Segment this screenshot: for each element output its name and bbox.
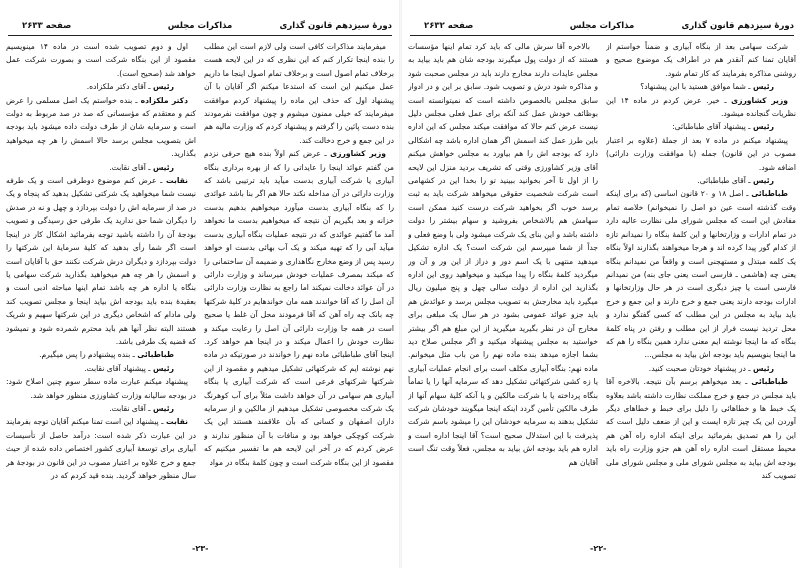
- text-paragraph: [6, 375, 196, 402]
- speech-paragraph: [204, 147, 394, 469]
- speaker-name: رئیس: [752, 363, 774, 373]
- paragraph-text: اول و دوم تصویب شده است در ماده ۱۴ مینویسیم مقصود از این بنگاه شرکت است و بصورت شرکت عمل خواهد شد (صحیح است).: [6, 42, 196, 78]
- speaker-dash: ـ: [145, 363, 153, 373]
- paragraph-text: شما موافق هستید با این پیشنهاد؟: [640, 82, 746, 92]
- speech-paragraph: [606, 94, 796, 121]
- speech-paragraph: [606, 187, 796, 361]
- speech-paragraph: [6, 348, 196, 361]
- paragraph-text: پیشنهاد آقای طباطبائی:: [672, 122, 746, 132]
- speaker-dash: ـ: [320, 149, 331, 159]
- paragraph-text: بنده خواستم یک اصل مسلمی را عرض کنم و معتقدم که مؤسساتی که صد در صد مربوط به دولت است و سرمایه شان از طرف دولت داده میشود باید بودجه اش بتصویب مجلس برسد حالا اسمش را هر چه میخواهید بگذارید.: [6, 95, 196, 159]
- paragraph-text: عرض کنم موضوع دوطرفی است و یک طرفه نیست شما میخواهید یک شرکتی تشکیل بدهید که پنجاه و یک در صد از سرمایه اش را دولت بپردازد و چهل و نه در صدش را دیگران شما حق ندارید یک طرفی حق رسیدگی و تصویب بودجهٔ آن را داشته باشید توجه بفرمائید اشکال کار در اینجا است اگر شما رأی بدهید که کلیهٔ سرمایهٔ این شرکتها را دولت بپردازد و دیگران درش شرکت نکنند حق با آقایان است و اسمش را هر چه هم میخواهید بگذارید شرکت سهامی یا بنگاه یا اداره هر چه باشد تمام اینها مباحثه ادبی است و بعقیدهٔ بنده باید بودجه اش بیاید اینجا و مجلس تصویب کند ولی مادام که اشخاص دیگری در این شرکتها سهیم و شریک هستند البته نظر آنها هم باید محترم شمرده شود و نمیشود که قضیه یک طرفی باشد.: [6, 176, 196, 346]
- speaker-dash: ـ: [145, 403, 153, 413]
- paragraph-text: خیر. عرض کردم در ماده ۱۴ این نظریات گنجانده میشود.: [606, 95, 796, 119]
- text-paragraph: [606, 40, 796, 80]
- speaker-dash: ـ: [745, 82, 753, 92]
- speaker-name: رئیس: [752, 122, 774, 132]
- speech-paragraph: [6, 80, 196, 93]
- header-title: مذاکرات مجلس: [167, 21, 233, 31]
- speaker-dash: ـ: [158, 417, 166, 427]
- speech-paragraph: [6, 94, 196, 161]
- paragraph-text: آقای نقابت.: [109, 162, 146, 172]
- speaker-name: وزیر کشاورزی: [330, 149, 386, 159]
- speech-paragraph: [606, 174, 796, 187]
- paragraph-text: پیشنهاد میکنم عبارت ماده سطر سوم چنین اصلاح شود: در بودجه سالیانه وزارت کشاورزی منظور خواهد شد.: [6, 377, 196, 400]
- speaker-name: رئیس: [152, 363, 174, 373]
- speaker-name: رئیس: [152, 82, 174, 92]
- speech-paragraph: [6, 415, 196, 482]
- speaker-name: طباطبائی: [751, 189, 788, 199]
- page-2633: [2, 0, 398, 568]
- text-paragraph: [606, 134, 796, 174]
- speaker-name: طباطبائی: [137, 350, 174, 360]
- speaker-name: نقابت: [165, 176, 188, 186]
- page-gutter: [399, 0, 402, 568]
- text-paragraph: [6, 40, 196, 80]
- paragraph-text: بنده پیشنهادم را پس میگیرم.: [39, 350, 131, 360]
- speaker-dash: ـ: [741, 377, 752, 387]
- speaker-name: رئیس: [152, 403, 174, 413]
- paragraph-text: پیشنهاد آقای نقابت.: [84, 363, 146, 373]
- speaker-dash: ـ: [130, 350, 138, 360]
- speaker-dash: ـ: [156, 176, 166, 186]
- speaker-dash: ـ: [745, 122, 753, 132]
- speech-paragraph: [6, 402, 196, 415]
- speaker-dash: ـ: [145, 82, 153, 92]
- header-period: دورهٔ سیزدهم قانون گذاری: [681, 21, 794, 31]
- text-column-left: [6, 40, 196, 536]
- speaker-name: طباطبائی: [751, 377, 788, 387]
- text-paragraph: [408, 40, 598, 469]
- text-column-right: [606, 40, 796, 536]
- text-column-right: [204, 40, 394, 536]
- running-header: [8, 19, 392, 36]
- speaker-dash: ـ: [719, 95, 732, 105]
- paragraph-text: میفرمایند مذاکرات کافی است ولی لازم است این مطلب را بنده اینجا تکرار کنم که این نظری که در این لایحه هست برخلاف تمام اصول است و برخلاف تمام اصول اینجا ما داریم عمل میکنیم این است که استدعا میکنم اگر آقایان با آن پیشنهاد اول که حذف این ماده را پیشنهاد کردم موافقت میفرمایند که خیلی ممنون میشوم و چون موافقت نفرمودند بنده دست پائین را گرفتم و پیشنهاد کردم که وزارت مالیه هم در این جمع و خرج دخالت کند.: [204, 42, 394, 145]
- header-page-number: صفحه ۲۶۳۳: [22, 21, 72, 31]
- speaker-dash: ـ: [743, 189, 752, 199]
- speaker-name: دکتر ملکزاده: [140, 95, 188, 105]
- header-title: مذاکرات مجلس: [569, 21, 635, 31]
- speech-paragraph: [6, 161, 196, 174]
- paragraph-text: بعد میخواهم برسم بآن نتیجه. بالاخره آقا باید مجلس در جمع و خرج مملکت نظارت داشته باشد بعلاوه یک خبط ها و خطاهائی را دلیل برای خبط و خطاهای دیگر آوردن این یک چیز تازه ایست و این از ضعف دلیل است که این را هم تصدیق بفرمائید برای اینکه اداره راه آهن هم محیط مستقل است اداره راه آهن هم جزو وزارت راه باید بودجه اش بیاید به مجلس شورای ملی و مجلس شورای ملی تصویب کند: [606, 377, 796, 480]
- text-paragraph: [204, 40, 394, 147]
- speaker-name: نقابت: [165, 417, 188, 427]
- paragraph-text: اصل ۱۸ و ۲۰ قانون اساسی (که برای اینکه وقت گذشته است عین دو اصل را نمیخوانم) خلاصه تمام مفادش این است که مجلس شورای ملی نظارت عالیه دارد در تمام ادارات و وزارتخانها و این کلمهٔ بنگاه را نمیدانم تازه از کدام گور پیدا کرده اند و هرجا میخواهند بگذارند اولاً بنگاه یک کلمه مبتذل و مستهجنی است و واقعاً من نمیدانم بنگاه یعنی چه (هاشمی ـ فارسی است یعنی جای بنه) من نمیدانم فارسی است یا چیز دیگری است در هر حال وزارتخانها و ادارات بودجه دارند یعنی جمع و خرج دارند و این جمع و خرج باید بیاید به مجلس در این مطلب که کسی گفتگو ندارد و محل تردید نیست فرار از این مطلب و رفتن در پناه کلمهٔ بنگاه که ما اینجا نوشته ایم معنی ندارد همین بنگاه را هم که ما اینجا بنویسیم باید بودجه اش بیاید به مجلس...: [606, 189, 796, 360]
- speech-paragraph: [606, 362, 796, 375]
- speech-paragraph: [6, 362, 196, 375]
- speech-paragraph: [606, 80, 796, 93]
- speaker-dash: ـ: [745, 176, 753, 186]
- page-footer-number: -۲۲-: [590, 544, 607, 553]
- paragraph-text: در پیشنهاد خودتان صحبت کنید.: [648, 363, 746, 373]
- paragraph-text: عرض کنم اولاً بنده هیچ حرفی نزدم من گفتم عوائد اینجا را عایداتی را که از بهره برداری بنگاه آبیاری یا شرکت آبیاری بدست میآید باید ترتیبی باشد که وزارت دارائی در آن مداخله نکند حالا هم اگر بنا باشد عوائدی را که بنگاه آبیاری بدست میآورد میخواهیم بدهیم بدست خزانه و بعد بگیریم آن نتیجه که میخواهیم بدست ما نخواهد آمد ما گفتیم عوائدی که در نتیجه عملیات بنگاه آبیاری بدست میآید آبی را که تهیه میکند و یک آب بهائی بدست او خواهد رسید پس از وضع مخارج نگاهداری و ضمیمه آن ساختمانی را که میکند بمصرف عملیات خودش میرساند و وزارت دارائی در آن عوائد دخالت نمیکند اما راجع به نظارت وزارت دارائی آن اصل را که آقا خواندند همه مان خواندهایم در کلیهٔ شرکتها چه بانک چه راه آهن که آقا فرمودند محل آن غلط یا صحیح است در همه جا وزارت دارائی آن اصل را رعایت میکند و نظارت خودش را اعمال میکند و در اینجا هم خواهد کرد. اینجا آقای طباطبائی ماده نهم را خواندند در صورتیکه در ماده نهم نوشته ایم که شرکتهائی تشکیل میدهیم و مقصود از این شرکتها شرکتهای فرعی است که شرکت آبیاری یا بنگاه آبیاری هم سهامی در آن خواهد داشت مثلاً برای آب کوهرنگ یک شرکت مخصوصی تشکیل میدهیم از مالکین و از سرمایه داران اصفهان و کسانی که بآن علاقمند هستند این یک شرکت کوچکی خواهد بود و منافات با آن منظور ندارند و عرض کردم که در آخر این لایحه هم ما تفسیر میکنیم که مقصود از این بنگاه شرکت است و چون کلمهٔ بنگاه در مواد: [204, 149, 394, 467]
- text-column-left: [408, 40, 598, 536]
- paragraph-text: آقای طباطبائی.: [697, 176, 746, 186]
- header-period: دورهٔ سیزدهم قانون گذاری: [279, 21, 392, 31]
- speaker-name: رئیس: [752, 82, 774, 92]
- speaker-name: وزیر کشاورزی: [731, 95, 788, 105]
- header-page-number: صفحه ۲۶۳۲: [424, 21, 474, 31]
- speaker-name: رئیس: [152, 162, 174, 172]
- running-header: [410, 19, 794, 36]
- paragraph-text: شرکت سهامی بعد از بنگاه آبیاری و ضمناً خواستم از آقایان تمنا کنم آنقدر هم در اطراف یک موضوع صحیح و روشنی مذاکره بفرمایند که کار تمام شود.: [606, 42, 796, 78]
- speaker-dash: ـ: [132, 95, 141, 105]
- page-2632: [404, 0, 800, 568]
- speech-paragraph: [606, 120, 796, 133]
- speaker-name: رئیس: [752, 176, 774, 186]
- paragraph-text: پیشنهاد این است تمنا میکنم آقایان توجه بفرمایند در این عبارت ذکر شده است: درآمد حاصل از تأسیسات آبیاری برای توسعهٔ آبیاری کشور اختصاص داده شده از حیث جمع و خرج علاوه بر اعتبار مصوب در این قانون در بودجهٔ هر سال منظور خواهد گردید. بنده قید کردم که در: [6, 417, 196, 480]
- paragraph-text: پیشنهاد میکنم در ماده ۷ بعد از جملهٔ (علاوه بر اعتبار مصوب در این قانون) جمله (با موافقت وزارت دارائی) اضافه شود.: [606, 135, 796, 172]
- speech-paragraph: [606, 375, 796, 482]
- paragraph-text: بالاخره آقا سرش مالی که باید کرد تمام اینها مؤسسات هستند که از دولت پول میگیرند بودجه شان هم باید بیاید به مجلس عایدات دارند مخارج دارند باید در مجلس صحبت شود و مذاکره شود درش و تصویب شود. سابق بر این و در ادوار سابق مجلس بالخصوص داشته است که نمیتوانسته است بوظائف خودش عمل کند آنکه برای عمل فعلی مجلس دلیل نیست عرض کنم حالا که موافقت میکند مجلس که این اداره باین طرز عمل کند اسمش اگر همان اداره باشد چه اشکالی دارد که بودجه اش را هم بیاورد به مجلس خواهش میکنم آقای وزیر کشاورزی وقتی که تشریف بردید منزل این لایحه را از اول تا آخر بخوانید ببینید تو را بخدا این در کشهامی است شرکت شخصیت حقوقی میخواهد شرکت باید به ثبت برسد خوب اگر بخواهید شرکت درست کنید ممکن است سهامش هم بالاشخاص بفروشید و سهام بیشتر را دولت داشته باشد و این بنای یک شرکت میشود ولی با وضع فعلی و جداً از شما میپرسم این شرکت است؟ یک اداره تشکیل میدهید منتهی با یک اسم دور و دراز از این ور و آن ور میگردید کلمهٔ بنگاه را پیدا میکنید و میخواهید روی این اداره بگذارید این اداره از دولت سالی چهل و پنج میلیون ریال میگیرد باید مخارجش به تصویب مجلس برسد و عوائدش هم باید جزو عوائد عمومی بشود در هر سال یک مبلغی برای مخارج آن در نظر بگیرید میگیرید از این مبلغ هم اگر بیشتر خواستید به مجلس پیشنهاد میکنید و اگر مجلس صلاح دید بشما اجازه میدهد بنده ماده نهم را من باب مثل میخوانم. ماده نهم: بنگاه آبیاری مکلف است برای انجام عملیات آبیاری یا زه کشی شرکتهائی تشکیل دهد که سرمایه آنها را یا تماماً بنگاه پرداخته یا با شرکت مالکین و یا آنکه کلیهٔ سهام آنها از طرف مالکین تأمین گردد اینکه اینجا میگویند خودشان شرکت تشکیل بدهند به سرمایه خودشان این را میشود باسم شرکت پذیرفت با این استدلال صحیح است؟ آقا اینجا اداره است و اداره هم باید بودجه اش بیاید به مجلس، فعلاً وقت تنگ است آقایان هم: [408, 42, 598, 467]
- paragraph-text: آقای دکتر ملکزاده.: [86, 82, 146, 92]
- page-footer-number: -۲۳-: [192, 544, 209, 553]
- speaker-dash: ـ: [145, 162, 153, 172]
- speech-paragraph: [6, 174, 196, 348]
- speaker-dash: ـ: [745, 363, 753, 373]
- paragraph-text: آقای نقابت.: [109, 403, 146, 413]
